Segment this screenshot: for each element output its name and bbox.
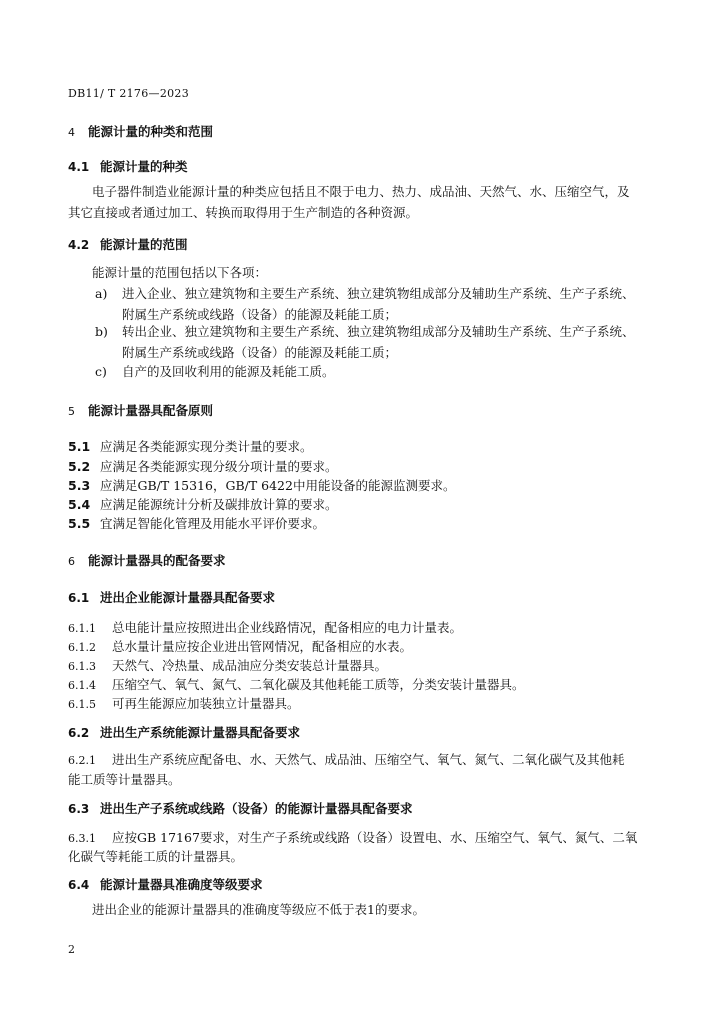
subclause-item <box>68 828 637 846</box>
clause-item <box>68 476 455 494</box>
list-continuation: 附属生产系统或线路（设备）的能源及耗能工质； <box>122 345 398 360</box>
subclause-item <box>68 656 387 674</box>
section-title: 能源计量器具的配备要求 <box>88 553 226 568</box>
clause-number: 6.1 <box>68 591 90 605</box>
subclause-number: 6.1.3 <box>68 660 96 673</box>
list-item <box>95 283 635 304</box>
clause-6-4-heading <box>68 875 263 893</box>
list-text: 进入企业、独立建筑物和主要生产系统、独立建筑物组成部分及辅助生产系统、生产子系统、 <box>122 286 635 301</box>
subclause-number: 6.1.1 <box>68 622 96 635</box>
list-intro: 能源计量的范围包括以下各项： <box>92 265 268 280</box>
subclause-item <box>68 750 625 768</box>
subclause-continuation: 化碳气等耗能工质的计量器具。 <box>68 849 244 864</box>
section-title: 能源计量的种类和范围 <box>88 124 214 139</box>
clause-6-2-heading <box>68 723 300 741</box>
subclause-number: 6.1.4 <box>68 679 96 692</box>
list-marker: b) <box>95 324 108 339</box>
clause-item <box>68 437 313 455</box>
subclause-number: 6.1.5 <box>68 698 96 711</box>
clause-number: 5.2 <box>68 459 91 474</box>
section-number: 6 <box>68 555 75 568</box>
clause-text: 应满足能源统计分析及碳排放计算的要求。 <box>100 497 338 512</box>
clause-text: 应满足GB/T 15316，GB/T 6422中用能设备的能源监测要求。 <box>100 478 456 493</box>
list-text: 自产的及回收利用的能源及耗能工质。 <box>122 364 335 379</box>
clause-number: 4.2 <box>68 238 90 252</box>
clause-text: 宜满足智能化管理及用能水平评价要求。 <box>100 516 326 531</box>
clause-number: 5.4 <box>68 497 91 512</box>
clause-6-3-heading <box>68 799 413 817</box>
clause-text: 应满足各类能源实现分级分项计量的要求。 <box>100 459 338 474</box>
paragraph-line: 电子器件制造业能源计量的种类应包括且不限于电力、热力、成品油、天然气、水、压缩空气，及 <box>92 184 630 199</box>
clause-item <box>68 495 338 513</box>
clause-item <box>68 514 325 532</box>
clause-title: 进出企业能源计量器具配备要求 <box>100 590 276 605</box>
subclause-text: 可再生能源应加装独立计量器具。 <box>112 696 300 711</box>
clause-6-1-heading <box>68 588 275 606</box>
clause-4-2-heading <box>68 235 188 253</box>
clause-4-1-heading <box>68 157 188 175</box>
clause-number: 5.5 <box>68 516 91 531</box>
clause-item <box>68 457 338 475</box>
section-4-heading <box>68 122 213 140</box>
section-5-heading <box>68 401 213 419</box>
section-number: 4 <box>68 126 75 139</box>
clause-number: 4.1 <box>68 160 90 174</box>
subclause-number: 6.1.2 <box>68 641 96 654</box>
subclause-item <box>68 694 300 712</box>
subclause-text: 进出生产系统应配备电、水、天然气、成品油、压缩空气、氧气、氮气、二氧化碳气及其他耗 <box>112 752 625 767</box>
subclause-item <box>68 637 412 655</box>
standard-code: DB11/ T 2176—2023 <box>68 87 190 100</box>
subclause-text: 总水量计量应按企业进出管网情况，配备相应的水表。 <box>112 639 413 654</box>
clause-number: 5.1 <box>68 439 91 454</box>
subclause-text: 应按GB 17167要求，对生产子系统或线路（设备）设置电、水、压缩空气、氧气、氮气、二氧 <box>112 830 638 845</box>
paragraph-line: 进出企业的能源计量器具的准确度等级应不低于表1的要求。 <box>92 902 425 917</box>
subclause-item <box>68 675 525 693</box>
clause-title: 能源计量器具准确度等级要求 <box>100 877 263 892</box>
clause-number: 6.2 <box>68 726 90 740</box>
paragraph-line: 其它直接或者通过加工、转换而取得用于生产制造的各种资源。 <box>68 205 419 220</box>
subclause-text: 总电能计量应按照进出企业线路情况，配备相应的电力计量表。 <box>112 620 463 635</box>
list-marker: a) <box>95 286 108 301</box>
page-number: 2 <box>68 943 75 956</box>
clause-text: 应满足各类能源实现分类计量的要求。 <box>100 439 313 454</box>
clause-number: 6.3 <box>68 802 90 816</box>
section-6-heading <box>68 551 226 569</box>
list-continuation: 附属生产系统或线路（设备）的能源及耗能工质； <box>122 307 398 322</box>
subclause-number: 6.2.1 <box>68 754 96 767</box>
clause-title: 进出生产系统能源计量器具配备要求 <box>100 725 301 740</box>
clause-title: 能源计量的范围 <box>100 237 188 252</box>
list-text: 转出企业、独立建筑物和主要生产系统、独立建筑物组成部分及辅助生产系统、生产子系统、 <box>122 324 635 339</box>
subclause-number: 6.3.1 <box>68 832 96 845</box>
list-marker: c) <box>95 364 107 379</box>
subclause-item <box>68 618 462 636</box>
clause-number: 5.3 <box>68 478 91 493</box>
section-number: 5 <box>68 405 75 418</box>
clause-title: 能源计量的种类 <box>100 159 188 174</box>
subclause-continuation: 能工质等计量器具。 <box>68 772 181 787</box>
section-title: 能源计量器具配备原则 <box>88 403 214 418</box>
clause-number: 6.4 <box>68 878 90 892</box>
clause-title: 进出生产子系统或线路（设备）的能源计量器具配备要求 <box>100 801 413 816</box>
subclause-text: 天然气、冷热量、成品油应分类安装总计量器具。 <box>112 658 388 673</box>
list-item <box>95 321 635 342</box>
subclause-text: 压缩空气、氧气、氮气、二氧化碳及其他耗能工质等，分类安装计量器具。 <box>112 677 525 692</box>
list-item <box>95 361 335 382</box>
